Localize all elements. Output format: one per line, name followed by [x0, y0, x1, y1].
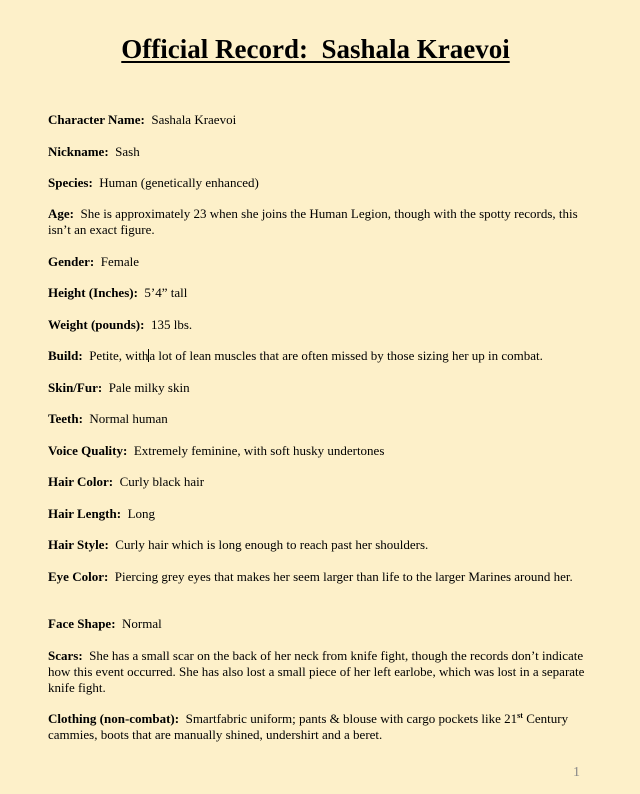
field-voice-quality: [48, 443, 588, 459]
field-value: Human (genetically enhanced): [99, 175, 259, 190]
field-weight: [48, 317, 588, 333]
field-value: Sashala Kraevoi: [151, 112, 237, 127]
field-value: Curly hair which is long enough to reach past her shoulders.: [115, 537, 429, 552]
field-value: Pale milky skin: [108, 380, 190, 395]
field-skin-fur: [48, 380, 588, 396]
field-value: Normal human: [89, 411, 168, 426]
field-label: Age:: [48, 206, 74, 221]
field-build: [48, 348, 588, 364]
field-height: [48, 285, 588, 301]
field-label: Weight (pounds):: [48, 317, 145, 332]
field-teeth: [48, 411, 588, 427]
field-value: a lot of lean muscles that are often missed by those sizing her up in combat.: [149, 348, 543, 363]
field-value: Extremely feminine, with soft husky undertones: [133, 443, 385, 458]
field-label: Teeth:: [48, 411, 83, 426]
field-value: 135 lbs.: [150, 317, 193, 332]
page-title: Official Record: Sashala Kraevoi: [121, 34, 510, 64]
field-age: [48, 206, 588, 238]
field-label: Scars:: [48, 648, 83, 663]
field-label: Nickname:: [48, 144, 109, 159]
field-species: [48, 175, 588, 191]
field-clothing: [48, 711, 588, 743]
field-value: She has a small scar on the back of her neck from knife fight, though the records don’t indicate how this event occurred. She has also lost a small piece of her left earlobe, which was lost in a separate knife fight.: [48, 648, 585, 695]
field-value: She is approximately 23 when she joins the Human Legion, though with the spotty records, this isn’t an exact figure.: [48, 206, 578, 237]
page-number: 1: [573, 765, 580, 780]
field-label: Clothing (non-combat):: [48, 711, 180, 726]
field-label: Voice Quality:: [48, 443, 128, 458]
field-value: Petite, with: [89, 348, 149, 363]
field-label: Height (Inches):: [48, 285, 138, 300]
field-label: Character Name:: [48, 112, 145, 127]
field-label: Gender:: [48, 254, 95, 269]
field-label: Skin/Fur:: [48, 380, 103, 395]
field-value: Curly black hair: [119, 474, 205, 489]
field-label: Face Shape:: [48, 616, 116, 631]
field-value: 5’4” tall: [144, 285, 188, 300]
field-label: Hair Length:: [48, 506, 122, 521]
field-value: Normal: [122, 616, 162, 631]
ordinal-suffix: st: [517, 711, 523, 720]
field-hair-color: [48, 474, 588, 490]
field-gender: [48, 254, 588, 270]
field-scars: [48, 648, 588, 696]
field-value: Smartfabric uniform; pants & blouse with cargo pockets like 21: [185, 711, 518, 726]
field-value: Female: [100, 254, 139, 269]
field-label: Species:: [48, 175, 93, 190]
field-value: Piercing grey eyes that makes her seem larger than life to the larger Marines around her.: [114, 569, 573, 584]
field-hair-style: [48, 537, 588, 553]
field-value: Century cammies, boots that are manually shined, undershirt and a beret.: [48, 711, 569, 742]
field-face-shape: [48, 616, 588, 632]
field-value: Sash: [115, 144, 140, 159]
field-value: Long: [127, 506, 156, 521]
field-nickname: [48, 144, 588, 160]
field-character-name: [48, 112, 588, 128]
field-hair-length: [48, 506, 588, 522]
field-eye-color: [48, 569, 588, 585]
field-label: Eye Color:: [48, 569, 109, 584]
field-label: Hair Color:: [48, 474, 114, 489]
field-label: Build:: [48, 348, 83, 363]
field-label: Hair Style:: [48, 537, 109, 552]
